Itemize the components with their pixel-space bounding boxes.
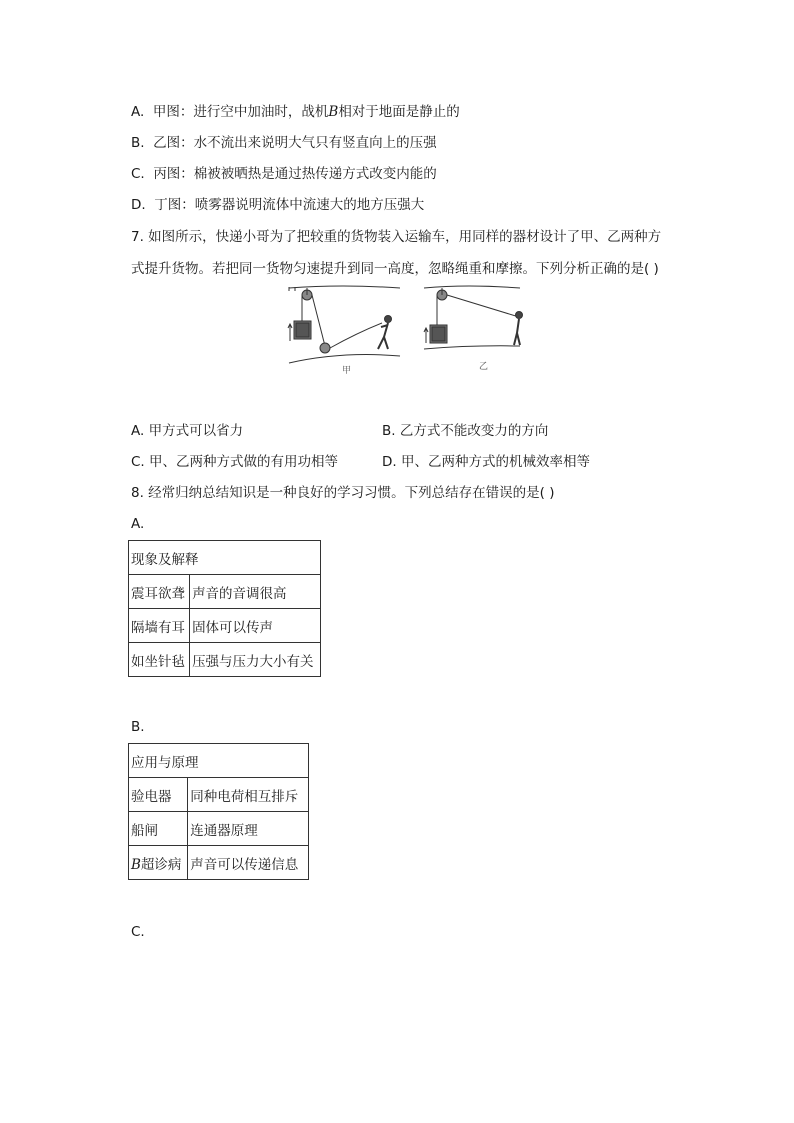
table-row: 船闸 连通器原理 [129,812,309,846]
left-ceiling [289,286,400,288]
q6-option-b: B. 乙图：水不流出来说明大气只有竖直向上的压强 [131,135,437,151]
q8-option-c-label: C. [131,924,145,940]
q7-stem-line2: 式提升货物。若把同一货物匀速提升到同一高度，忽略绳重和摩擦。下列分析正确的是( ) [131,261,659,277]
table-row: 验电器 同种电荷相互排斥 [129,778,309,812]
right-ground [424,346,520,349]
q8-option-a-label: A. [131,516,145,532]
figure-label-right: 乙 [479,362,489,372]
q8-option-b-label: B. [131,719,145,735]
q7-option-c: C. 甲、乙两种方式做的有用功相等 [131,454,339,470]
figure-label-left: 甲 [342,366,352,375]
q7-stem-line1: 7. 如图所示，快递小哥为了把较重的货物装入运输车，用同样的器材设计了甲、乙两种方 [131,229,662,245]
table-row: B超诊病 声音可以传递信息 [129,846,309,880]
q7-option-d: D. 甲、乙两种方式的机械效率相等 [382,454,590,470]
table-b-header: 应用与原理 [129,744,309,778]
q8-table-a [128,540,321,677]
table-row: 如坐针毡 压强与压力大小有关 [129,643,321,677]
table-row: 震耳欲聋 声音的音调很高 [129,575,321,609]
pulley-figure [287,283,527,375]
left-ground [289,355,400,363]
q6-option-c: C. 丙图：棉被被晒热是通过热传递方式改变内能的 [131,166,437,182]
q7-option-a: A. 甲方式可以省力 [131,423,244,439]
person-right [516,312,523,319]
q8-table-b [128,743,309,880]
q7-option-b: B. 乙方式不能改变力的方向 [382,423,549,439]
person-left [385,316,392,323]
right-ceiling [424,286,520,288]
table-row: 隔墙有耳 固体可以传声 [129,609,321,643]
q8-stem: 8. 经常归纳总结知识是一种良好的学习习惯。下列总结存在错误的是( ) [131,485,555,501]
table-a-header: 现象及解释 [129,541,321,575]
movable-pulley-left [320,343,330,353]
q6-option-a: A. 甲图：进行空中加油时，战机B相对于地面是静止的 [131,104,460,120]
q6-option-d: D. 丁图：喷雾器说明流体中流速大的地方压强大 [131,197,425,213]
